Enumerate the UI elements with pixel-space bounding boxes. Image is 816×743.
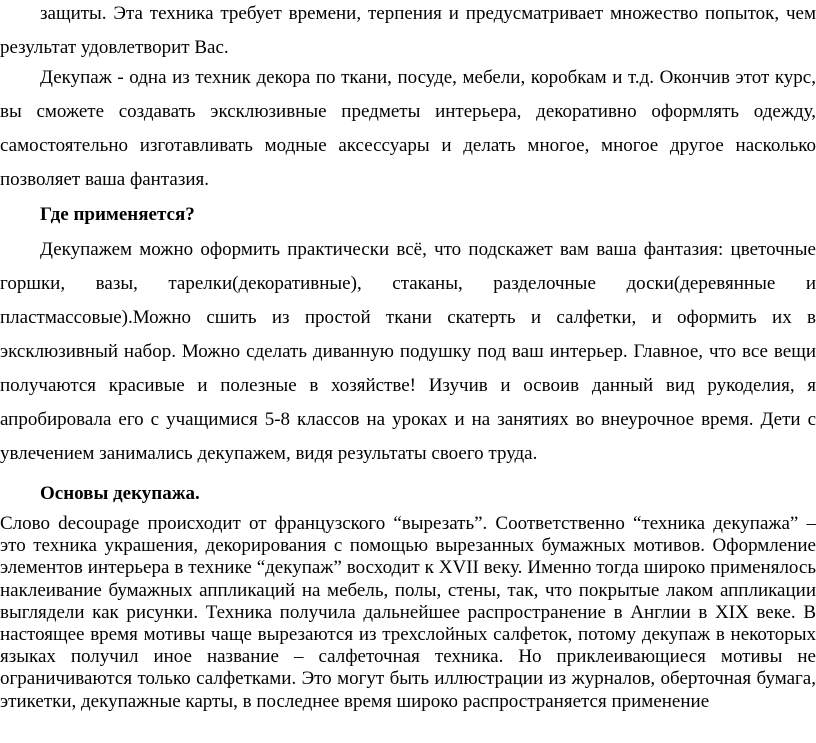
paragraph-decoupage-history: Слово decoupage происходит от французского “вырезать”. Соответственно “техника декупажа” – это техника украшения, декорирования с помощью вырезанных бумажных мотивов. Оформление элементов интерьера в технике “декупаж” восходит к XVII веку. Именно тогда широко применялось наклеивание бумажных аппликаций на мебель, полы, стены, так, что покрытые лаком аппликации выглядели как рисунки. Техника получила дальнейшее распространение в Англии в XIX веке. В настоящее время мотивы чаще вырезаются из трехслойных салфеток, потому декупаж в некоторых языках получил иное название – салфеточная техника. Но приклеивающиеся мотивы не ограничиваются только салфетками. Это могут быть иллюстрации из журналов, оберточная бумага, этикетки, декупажные карты, в последнее время широко распространяется применение <box>0 513 816 712</box>
heading-decoupage-basics: Основы декупажа. <box>40 483 200 504</box>
paragraph-applications: Декупажем можно оформить практически всё, что подскажет вам ваша фантазия: цветочные горшки, вазы, тарелки(декоративные), стаканы, разделочные доски(деревянные и пластмассовые).Можно сшить из простой ткани скатерть и салфетки, и оформить их в эксклюзивный набор. Можно сделать диванную подушку под ваш интерьер. Главное, что все вещи получаются красивые и полезные в хозяйстве! Изучив и освоив данный вид рукоделия, я апробировала его с учащимися 5-8 классов на уроках и на занятиях во внеурочное время. Дети с увлечением занимались декупажем, видя результаты своего труда. <box>0 239 816 464</box>
paragraph-decoupage-definition: Декупаж - одна из техник декора по ткани, посуде, мебели, коробкам и т.д. Окончив этот курс, вы сможете создавать эксклюзивные предметы интерьера, декоративно оформлять одежду, самостоятельно изготавливать модные аксессуары и делать многое, многое другое насколько позволяет ваша фантазия. <box>0 67 816 190</box>
heading-where-applied: Где применяется? <box>40 204 195 225</box>
paragraph-intro: защиты. Эта техника требует времени, терпения и предусматривает множество попыток, чем результат удовлетворит Вас. <box>0 3 816 58</box>
